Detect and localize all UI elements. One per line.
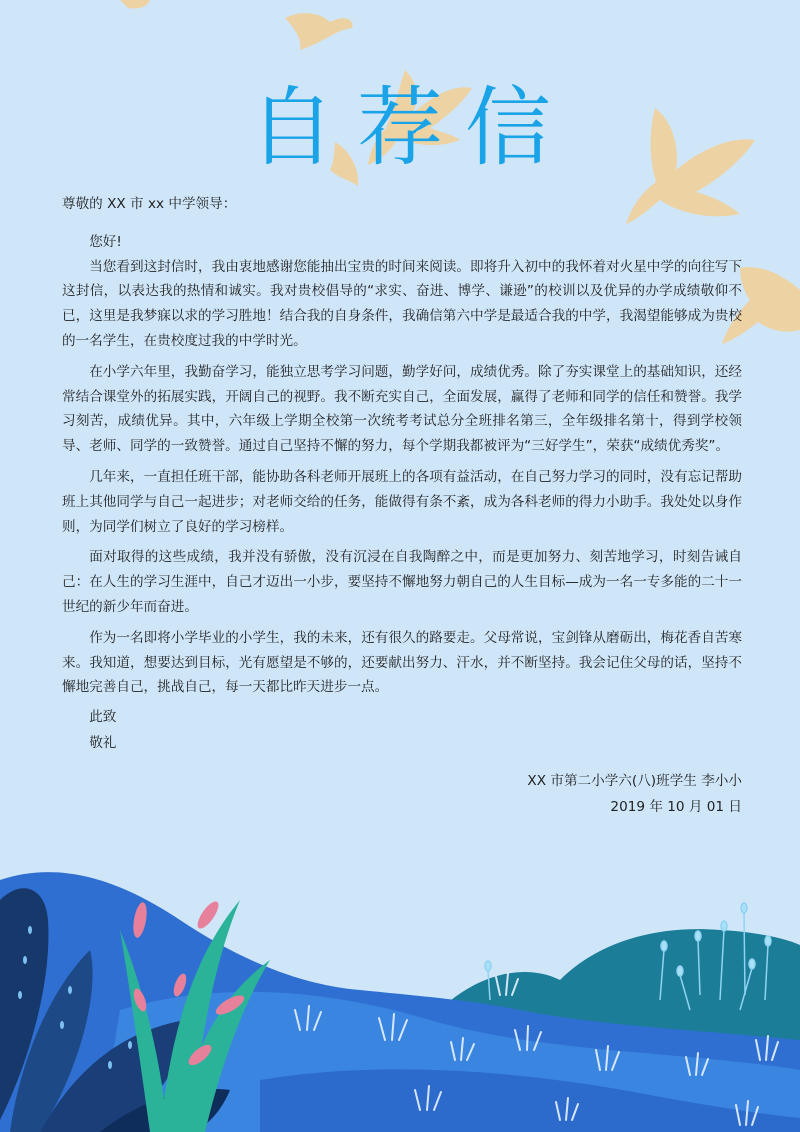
salutation: 尊敬的 XX 市 xx 中学领导： bbox=[62, 196, 237, 212]
paragraph-5: 作为一名即将小学毕业的小学生，我的未来，还有很久的路要走。父母常说，宝剑锋从磨砺出，梅花香自苦寒来。我知道，想要达到目标，光有愿望是不够的，还要献出努力、汗水，并不断坚持。我会记住父母的话，坚持不懈地完善自己，挑战自己，每一天都比昨天进步一点。 bbox=[62, 629, 742, 696]
signature-block bbox=[62, 768, 742, 820]
paragraph-2: 在小学六年里，我勤奋学习，能独立思考学习问题，勤学好问，成绩优秀。除了夯实课堂上的基础知识，还经常结合课堂外的拓展实践，开阔自己的视野。我不断充实自己，全面发展，赢得了老师和同学的信任和赞誉。我学习刻苦，成绩优异。其中，六年级上学期全校第一次统考考试总分全班排名第三，全年级排名第十，得到学校领导、老师、同学的一致赞誉。通过自己坚持不懈的努力，每个学期我都被评为“三好学生”，荣获“成绩优秀奖”。 bbox=[62, 363, 742, 455]
closing-phrase-2: 敬礼 bbox=[89, 735, 117, 752]
paragraph-3: 几年来，一直担任班干部，能协助各科老师开展班上的各项有益活动，在自己努力学习的同时，没有忘记帮助班上其他同学与自己一起进步；对老师交给的任务，能做得有条不紊，成为各科老师的得力小助手。我处处以身作则，为同学们树立了良好的学习榜样。 bbox=[62, 468, 742, 535]
paragraph-1: 当您看到这封信时，我由衷地感谢您能抽出宝贵的时间来阅读。即将升入初中的我怀着对火星中学的向往写下这封信，以表达我的热情和诚实。我对贵校倡导的“求实、奋进、博学、谦逊”的校训以及优异的办学成绩敬仰不已，这里是我梦寐以求的学习胜地！结合我的自身条件，我确信第六中学是最适合我的中学，我渴望能够成为贵校的一名学生，在贵校度过我的中学时光。 bbox=[62, 258, 742, 349]
paragraph-4: 面对取得的这些成绩，我并没有骄傲，没有沉浸在自我陶醉之中，而是更加努力、刻苦地学习，时刻告诫自己：在人生的学习生涯中，自己才迈出一小步，要坚持不懈地努力朝自己的人生目标—成为一名一专多能的二十一世纪的新少年而奋进。 bbox=[62, 549, 742, 615]
signer-name: XX 市第二小学六(八)班学生 李小小 bbox=[527, 773, 742, 790]
closing-phrase-1: 此致 bbox=[89, 709, 117, 726]
letter-body bbox=[62, 192, 742, 820]
letter-date: 2019 年 10 月 01 日 bbox=[610, 799, 742, 816]
greeting: 您好! bbox=[89, 233, 122, 250]
page-title: 自荐信 bbox=[249, 78, 573, 178]
